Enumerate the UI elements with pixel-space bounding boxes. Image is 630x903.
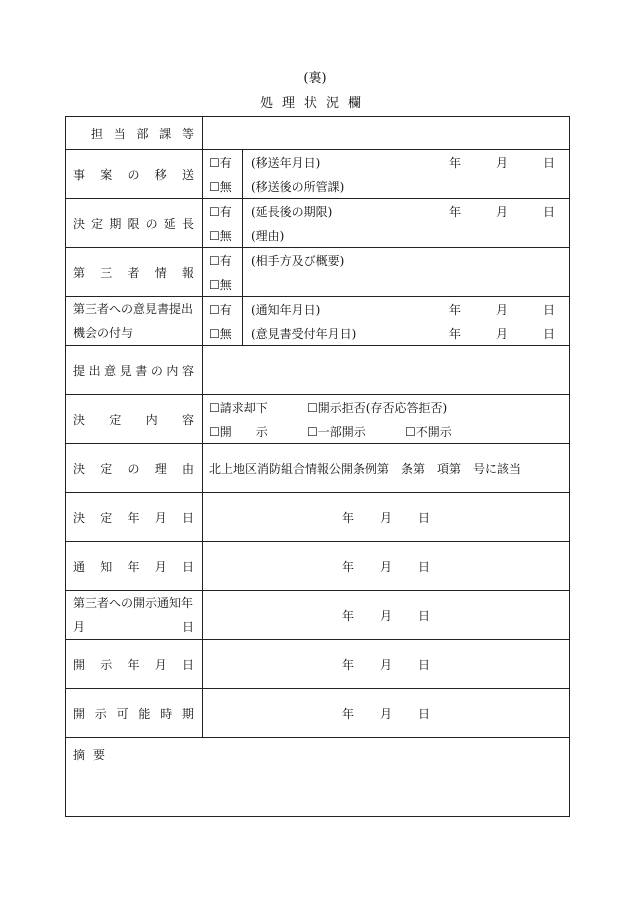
daisansha-no-checkbox[interactable]: ☐無 [203, 272, 243, 296]
year-label: 年 [449, 204, 462, 219]
iso-no-text: (移送後の所管課) [251, 179, 345, 194]
label-tsuchi-date-text: 通 知 年 月 日 [73, 559, 194, 574]
row-tekiyou [66, 738, 570, 817]
field-naiyou[interactable] [203, 346, 570, 395]
row-daisansha [66, 248, 570, 297]
kaiji-kanou-date [342, 705, 430, 722]
row-kettei-date [66, 493, 570, 542]
field-tanto[interactable] [203, 117, 570, 150]
label-kettei-date [66, 493, 203, 542]
ikensho-yes-line [203, 297, 569, 321]
label-enchou [66, 199, 203, 248]
day-label: 日 [542, 155, 555, 170]
label-naiyou-text: 提 出 意 見 書 の 内 容 [73, 363, 194, 378]
month-label: 月 [495, 204, 508, 219]
day-label: 日 [542, 204, 555, 219]
enchou-date[interactable] [449, 203, 569, 220]
iso-no-line [203, 174, 569, 198]
enchou-no-text: (理由) [251, 228, 285, 243]
row-riyu [66, 444, 570, 493]
kettei-options-line1 [203, 395, 569, 419]
field-daisansha [203, 248, 570, 297]
label-iso [66, 150, 203, 199]
label-kettei-naiyou-text: 決 定 内 容 [73, 412, 194, 427]
ikensho-notice-date[interactable] [449, 301, 569, 318]
enchou-yes-text: (延長後の期限) [251, 204, 333, 219]
label-kaiji-kanou-text: 開 示 可 能 時 期 [73, 706, 194, 721]
iso-yes-text: (移送年月日) [251, 155, 321, 170]
year-label: 年 [449, 302, 462, 317]
day-label: 日 [181, 620, 194, 634]
iso-yes-checkbox[interactable]: ☐有 [203, 150, 243, 174]
label-kaiji-kanou [66, 689, 203, 738]
label-tekiyou: 摘要 [73, 748, 114, 762]
tsuchi-date [342, 558, 430, 575]
day-label: 日 [417, 608, 430, 623]
label-daisan-kaiji [66, 591, 203, 640]
month-label: 月 [379, 657, 392, 672]
day-label: 日 [542, 302, 555, 317]
row-naiyou [66, 346, 570, 395]
field-kaiji-date[interactable] [203, 640, 570, 689]
side-label: (裏) [303, 71, 327, 86]
processing-status-table [65, 116, 570, 817]
label-iso-text: 事 案 の 移 送 [73, 167, 194, 182]
label-kaiji-date-text: 開 示 年 月 日 [73, 657, 194, 672]
month-label: 月 [495, 302, 508, 317]
year-label: 年 [342, 657, 355, 672]
form-title: 処理状況欄 [259, 96, 370, 111]
day-label: 日 [417, 510, 430, 525]
field-kettei-date[interactable] [203, 493, 570, 542]
day-label: 日 [417, 706, 430, 721]
month-label: 月 [379, 706, 392, 721]
field-daisan-kaiji[interactable] [203, 591, 570, 640]
row-kaiji-date [66, 640, 570, 689]
row-iso [66, 150, 570, 199]
month-label: 月 [379, 510, 392, 525]
ikensho-receipt-date[interactable] [449, 325, 569, 342]
label-daisansha [66, 248, 203, 297]
month-label: 月 [495, 155, 508, 170]
iso-no-checkbox[interactable]: ☐無 [203, 174, 243, 198]
label-ikensho-line2: 機会の付与 [73, 326, 134, 340]
iso-yes-line [203, 150, 569, 174]
field-ikensho [203, 297, 570, 346]
label-daisan-kaiji-line1: 第三者への開示通知年 [73, 596, 194, 610]
year-label: 年 [342, 510, 355, 525]
month-label: 月 [379, 608, 392, 623]
label-enchou-text: 決 定 期 限 の 延 長 [73, 216, 194, 231]
option-kyohi[interactable]: ☐開示拒否(存否応答拒否) [307, 400, 448, 415]
row-kaiji-kanou [66, 689, 570, 738]
ikensho-yes-checkbox[interactable]: ☐有 [203, 297, 243, 321]
year-label: 年 [449, 326, 462, 341]
option-kaiji[interactable]: ☐開 示 [209, 424, 268, 439]
iso-date[interactable] [449, 154, 569, 171]
ikensho-yes-text: (通知年月日) [251, 302, 321, 317]
field-kaiji-kanou[interactable] [203, 689, 570, 738]
label-kaiji-date [66, 640, 203, 689]
row-ikensho [66, 297, 570, 346]
row-daisan-kaiji [66, 591, 570, 640]
field-enchou [203, 199, 570, 248]
field-kettei-naiyou [203, 395, 570, 444]
kettei-options-line2 [203, 419, 569, 443]
kettei-date [342, 509, 430, 526]
field-riyu[interactable]: 北上地区消防組合情報公開条例第 条第 項第 号に該当 [203, 444, 570, 493]
month-label: 月 [379, 559, 392, 574]
label-tanto [66, 117, 203, 150]
enchou-yes-line [203, 199, 569, 223]
label-daisan-kaiji-line2 [73, 615, 202, 639]
option-fukaiji[interactable]: ☐不開示 [405, 424, 452, 439]
daisansha-yes-line [203, 248, 569, 272]
enchou-no-line [203, 223, 569, 247]
label-tanto-text: 担 当 部 課 等 [91, 126, 194, 141]
year-label: 年 [342, 706, 355, 721]
daisansha-yes-checkbox[interactable]: ☐有 [203, 248, 243, 272]
row-tanto [66, 117, 570, 150]
daisansha-yes-text: (相手方及び概要) [251, 253, 345, 268]
year-label: 年 [449, 155, 462, 170]
field-tsuchi-date[interactable] [203, 542, 570, 591]
day-label: 日 [417, 657, 430, 672]
row-enchou [66, 199, 570, 248]
label-ikensho-line1: 第三者への意見書提出 [73, 302, 194, 316]
year-label: 年 [342, 559, 355, 574]
ikensho-no-line [203, 321, 569, 345]
label-ikensho-text [73, 297, 202, 345]
row-tsuchi-date [66, 542, 570, 591]
year-label: 年 [342, 608, 355, 623]
daisansha-no-line [203, 272, 569, 296]
label-kettei-date-text: 決 定 年 月 日 [73, 510, 194, 525]
label-daisansha-text: 第 三 者 情 報 [73, 265, 194, 280]
label-tsuchi-date [66, 542, 203, 591]
option-ichibu-kaiji[interactable]: ☐一部開示 [307, 424, 366, 439]
label-riyu-text: 決 定 の 理 由 [73, 461, 194, 476]
enchou-no-checkbox[interactable]: ☐無 [203, 223, 243, 247]
field-iso [203, 150, 570, 199]
ikensho-no-text: (意見書受付年月日) [251, 326, 357, 341]
kaiji-date [342, 656, 430, 673]
label-riyu [66, 444, 203, 493]
enchou-yes-checkbox[interactable]: ☐有 [203, 199, 243, 223]
month-label: 月 [495, 326, 508, 341]
day-label: 日 [417, 559, 430, 574]
option-kyakka[interactable]: ☐請求却下 [209, 400, 268, 415]
label-kettei-naiyou [66, 395, 203, 444]
month-label: 月 [73, 620, 86, 634]
label-naiyou [66, 346, 203, 395]
field-tekiyou[interactable] [66, 738, 570, 817]
label-daisan-kaiji-text [73, 591, 202, 639]
row-kettei-naiyou [66, 395, 570, 444]
label-ikensho [66, 297, 203, 346]
ikensho-no-checkbox[interactable]: ☐無 [203, 321, 243, 345]
day-label: 日 [542, 326, 555, 341]
daisan-kaiji-date [342, 607, 430, 624]
